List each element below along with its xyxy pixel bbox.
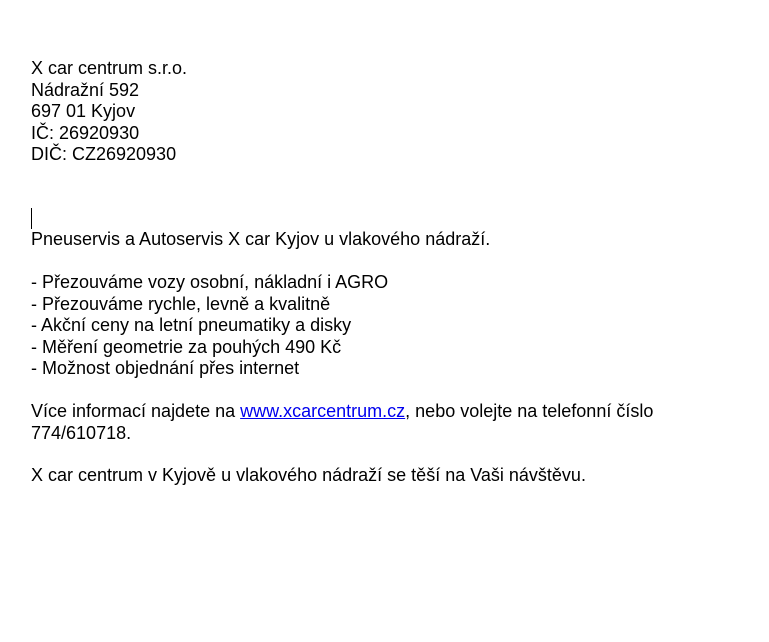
feature-item: - Měření geometrie za pouhých 490 Kč: [31, 336, 342, 357]
contact-suffix: , nebo volejte na telefonní číslo: [405, 401, 654, 421]
text-cursor: [31, 208, 32, 229]
contact-line: [31, 401, 751, 423]
closing-paragraph: [31, 465, 751, 487]
tax-id: DIČ: CZ26920930: [31, 144, 177, 164]
company-id: IČ: 26920930: [31, 122, 140, 143]
city-postal: 697 01 Kyjov: [31, 101, 136, 121]
intro-text: Pneuservis a Autoservis X car Kyjov u vlakového nádraží.: [31, 229, 491, 249]
closing-text: X car centrum v Kyjově u vlakového nádraží se těší na Vaši návštěvu.: [31, 465, 586, 485]
feature-item: - Přezouváme vozy osobní, nákladní i AGRO: [31, 272, 389, 292]
feature-item: - Možnost objednání přes internet: [31, 358, 300, 378]
company-address: [31, 58, 751, 166]
contact-prefix: Více informací najdete na: [31, 401, 241, 421]
website-link[interactable]: www.xcarcentrum.cz: [240, 401, 406, 421]
feature-item: - Akční ceny na letní pneumatiky a disky: [31, 315, 352, 335]
features-list: [31, 272, 751, 380]
contact-paragraph: [31, 401, 751, 444]
feature-item: - Přezouváme rychle, levně a kvalitně: [31, 293, 331, 314]
company-name: X car centrum s.r.o.: [31, 58, 188, 78]
intro-paragraph: [31, 229, 751, 251]
phone-number: 774/610718.: [31, 422, 132, 443]
street-address: Nádražní 592: [31, 79, 140, 100]
